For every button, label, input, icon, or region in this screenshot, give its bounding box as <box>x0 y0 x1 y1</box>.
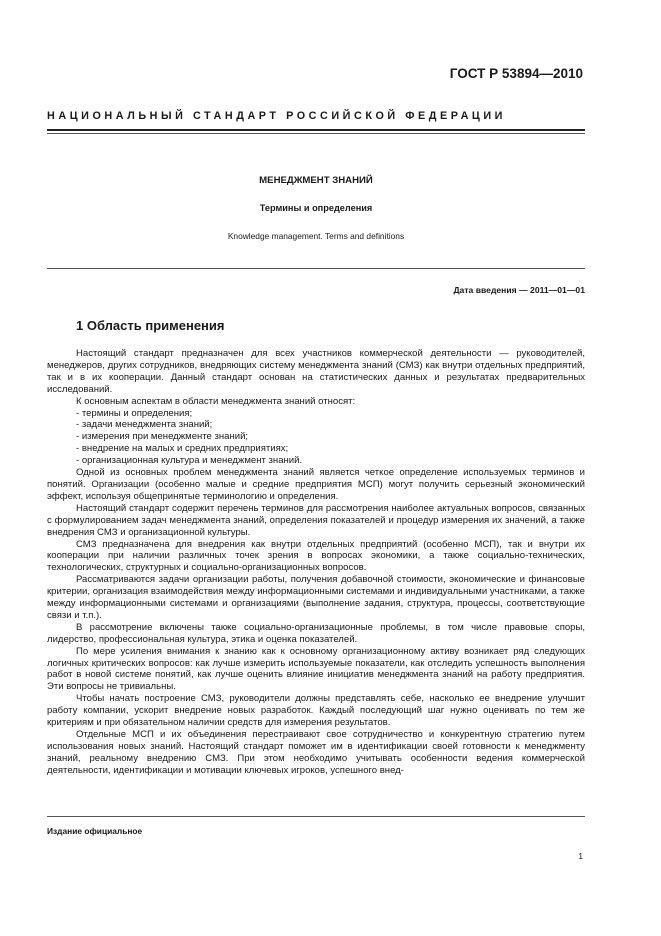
header-rule-top <box>47 129 585 131</box>
list-item: - измерения при менеджменте знаний; <box>47 431 585 443</box>
introduction-date: Дата введения — 2011—01—01 <box>453 285 585 295</box>
list-item: - внедрение на малых и средних предприятиях; <box>47 443 585 455</box>
paragraph: Рассматриваются задачи организации работы, получения добавочной стоимости, экономические и финансовые критерии, организация взаимодействия между информационными системами и индивидуальными участниками, а также между информационными системами и организациями (выполнение задания, структура, процессы, соответствующие связи и т.п.). <box>47 574 585 621</box>
document-code: ГОСТ Р 53894—2010 <box>449 66 583 81</box>
paragraph: Чтобы начать построение СМЗ, руководители должны представлять себе, насколько ее внедрение улучшит работу компании, ускорит внедрение новых разработок. Каждый последующий шаг нужно оценивать по тем же критериям и при обязательном наличии средств для измерения результатов. <box>47 693 585 729</box>
paragraph: Одной из основных проблем менеджмента знаний является четкое определение используемых терминов и понятий. Организации (особенно малые и средние предприятия МСП) могут получить серьезный экономический эффект, используя общепринятые терминологию и определения. <box>47 467 585 502</box>
paragraph: В рассмотрение включены также социально-организационные проблемы, в том числе правовые споры, лидерство, профессиональная культура, этика и оценка показателей. <box>47 621 585 645</box>
document-title-english: Knowledge management. Terms and definitions <box>227 231 405 241</box>
list-item: - задачи менеджмента знаний; <box>47 419 585 431</box>
national-standard-banner: НАЦИОНАЛЬНЫЙ СТАНДАРТ РОССИЙСКОЙ ФЕДЕРАЦИИ <box>47 110 506 122</box>
aspects-list <box>47 408 585 468</box>
paragraph: СМЗ предназначена для внедрения как внутри отдельных предприятий (особенно МСП), так и внутри их кооперации при наличии различных точек зрения в вопросах экономики, а также социально-технических, технологических, структурных и социально-организационных вопросов. <box>47 538 585 574</box>
page-number: 1 <box>578 851 583 861</box>
document-subtitle: Термины и определения <box>259 203 373 213</box>
list-item: - термины и определения; <box>47 408 585 420</box>
header-rule-bottom <box>47 133 585 134</box>
section-body <box>47 348 585 777</box>
paragraph: К основным аспектам в области менеджмента знаний относят: <box>76 395 356 407</box>
paragraph: Настоящий стандарт предназначен для всех участников коммерческой деятельности — руководителей, менеджеров, других сотрудников, внедряющих систему менеджмента знаний (СМЗ) как внутри отдельных предприятий, так и в их кооперации. Данный стандарт основан на статистических данных и результатах предварительных исследований. <box>47 348 585 395</box>
official-edition-label: Издание официальное <box>47 826 143 836</box>
paragraph: Настоящий стандарт содержит перечень терминов для рассмотрения наиболее актуальных вопросов, связанных с формулированием задач менеджмента знаний, определения показателей и процедур измерения их значений, а также внедрения СМЗ и организационной культуры. <box>47 502 585 538</box>
title-rule <box>47 268 585 269</box>
list-item: - организационная культура и менеджмент знаний. <box>47 455 585 467</box>
section-heading: 1 Область применения <box>76 318 225 333</box>
paragraph: Отдельные МСП и их объединения перестраивают свое сотрудничество и конкурентную стратегию путем использования новых знаний. Настоящий стандарт поможет им в идентификации своей готовности к менеджменту знаний, реальному внедрению СМЗ. При этом необходимо учитывать особенности ведения коммерческой деятельности, идентификации и мотивации ключевых игроков, успешного внед- <box>47 729 585 776</box>
document-title: МЕНЕДЖМЕНТ ЗНАНИЙ <box>259 175 373 186</box>
footer-rule <box>47 816 585 817</box>
paragraph: По мере усиления внимания к знанию как к основному организационному активу возникает ряд следующих логичных критических вопросов: как лучше измерить используемые показатели, как отследить успешность выполнения работ в новой системе понятий, как лучше оценить влияние инициатив менеджмента знаний на работу предприятия. Эти вопросы не тривиальны. <box>47 645 585 693</box>
